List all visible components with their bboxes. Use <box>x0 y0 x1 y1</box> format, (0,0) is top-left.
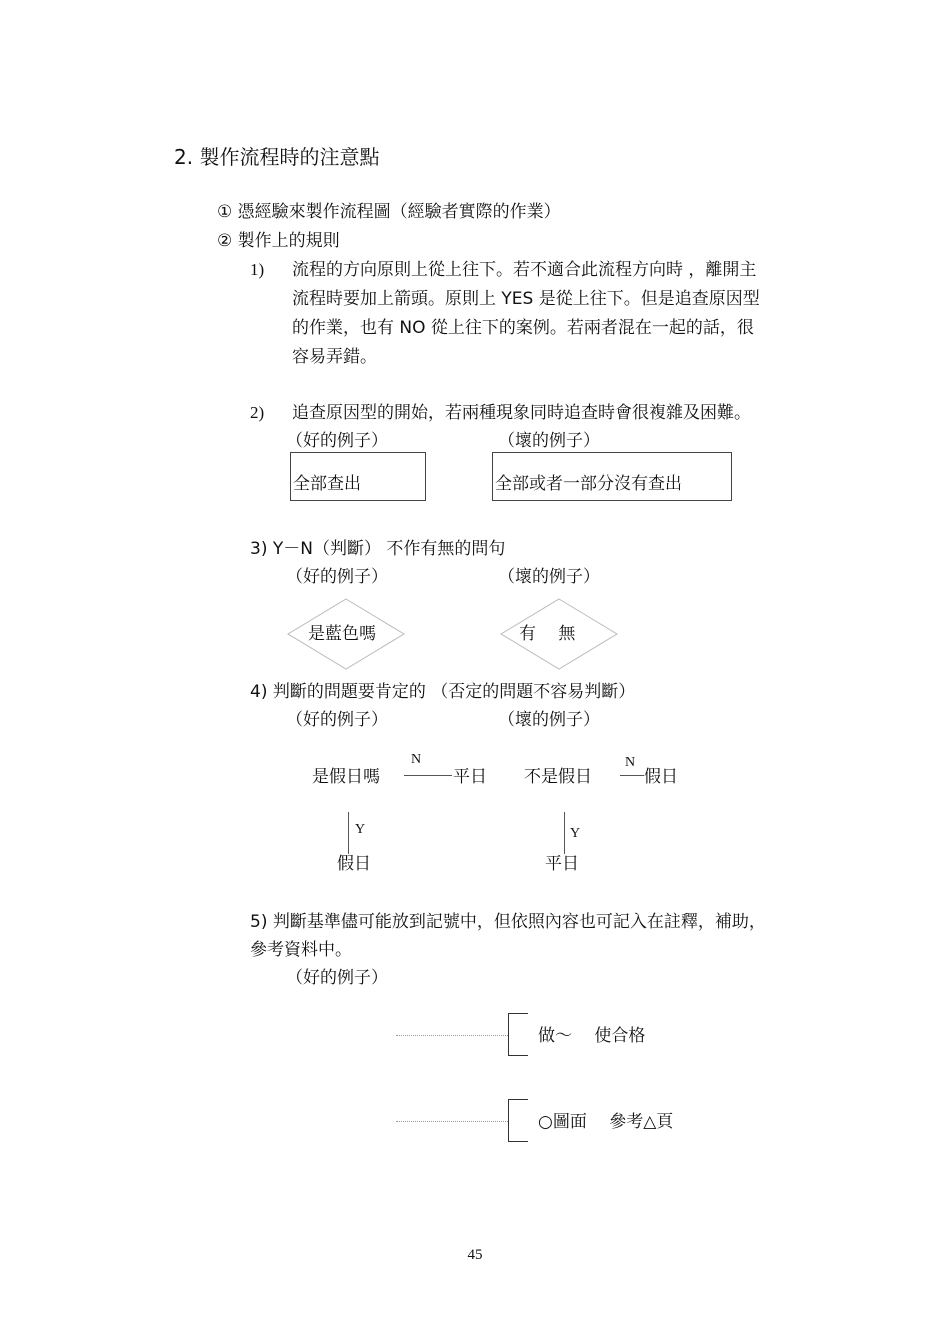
note-1-dotted-leader <box>396 1035 508 1036</box>
rule-3-good-label: （好的例子） <box>286 567 388 587</box>
good-n-label: N <box>411 752 422 767</box>
rule-1-line-1: 流程的方向原則上從上往下。若不適合此流程方向時 ，離開主 <box>292 260 757 280</box>
bad-n-connector <box>620 775 644 776</box>
rule-2-number: 2) <box>250 403 265 422</box>
good-diamond-text: 是藍色嗎 <box>308 624 376 644</box>
note-2-annotation-bracket <box>508 1099 528 1142</box>
item-1: ① 憑經驗來製作流程圖（經驗者實際的作業） <box>217 202 561 222</box>
rule-2-good-label: （好的例子） <box>286 431 388 451</box>
good-example-box <box>290 452 426 501</box>
bad-example-box <box>492 452 732 501</box>
rule-2-bad-label: （壞的例子） <box>498 431 600 451</box>
rule-4-text: 4) 判斷的問題要肯定的 （否定的問題不容易判斷） <box>250 682 636 702</box>
rule-3-text: 3) Y－N（判斷） 不作有無的問句 <box>250 539 506 559</box>
item-2: ② 製作上的規則 <box>217 231 340 251</box>
bad-diamond-text: 有 無 <box>519 624 576 644</box>
rule-1-line-2: 流程時要加上箭頭。原則上 YES 是從上往下。但是追查原因型 <box>292 289 760 309</box>
good-y-connector <box>348 812 349 854</box>
good-y-label: Y <box>355 822 366 837</box>
note-1-text: 做～ 使合格 <box>538 1026 646 1046</box>
good-question-text: 是假日嗎 <box>312 767 380 787</box>
rule-2-text: 追查原因型的開始，若兩種現象同時追查時會很複雜及困難。 <box>292 403 751 423</box>
note-2-text: ○圖面 參考△頁 <box>538 1112 674 1132</box>
rule-1-line-3: 的作業，也有 NO 從上往下的案例。若兩者混在一起的話，很 <box>292 318 754 338</box>
rule-3-bad-label: （壞的例子） <box>498 567 600 587</box>
rule-1-number: 1) <box>250 260 265 279</box>
section-title: 製作流程時的注意點 <box>199 145 380 169</box>
rule-4-good-label: （好的例子） <box>286 710 388 730</box>
rule-5-line-2: 參考資料中。 <box>250 940 352 960</box>
page-number: 45 <box>467 1247 483 1263</box>
bad-right-result: 假日 <box>644 767 678 787</box>
good-down-result: 假日 <box>337 854 371 874</box>
rule-5-line-1: 5) 判斷基準儘可能放到記號中，但依照內容也可記入在註釋，補助， <box>250 912 766 932</box>
rule-5-good-label: （好的例子） <box>286 968 388 988</box>
bad-down-result: 平日 <box>545 854 579 874</box>
good-right-result: 平日 <box>453 767 487 787</box>
section-heading <box>174 141 379 170</box>
note-1-annotation-bracket <box>508 1013 528 1056</box>
rule-1-line-4: 容易弄錯。 <box>292 347 377 367</box>
bad-y-label: Y <box>570 826 581 841</box>
bad-example-box-text: 全部或者一部分沒有查出 <box>495 474 682 494</box>
note-2-dotted-leader <box>396 1121 508 1122</box>
good-example-box-text: 全部查出 <box>293 474 361 494</box>
bad-question-text: 不是假日 <box>524 767 592 787</box>
rule-4-bad-label: （壞的例子） <box>498 710 600 730</box>
bad-y-connector <box>564 812 565 854</box>
bad-n-label: N <box>625 755 636 770</box>
good-n-connector <box>404 775 452 776</box>
section-number: 2. <box>174 145 194 169</box>
